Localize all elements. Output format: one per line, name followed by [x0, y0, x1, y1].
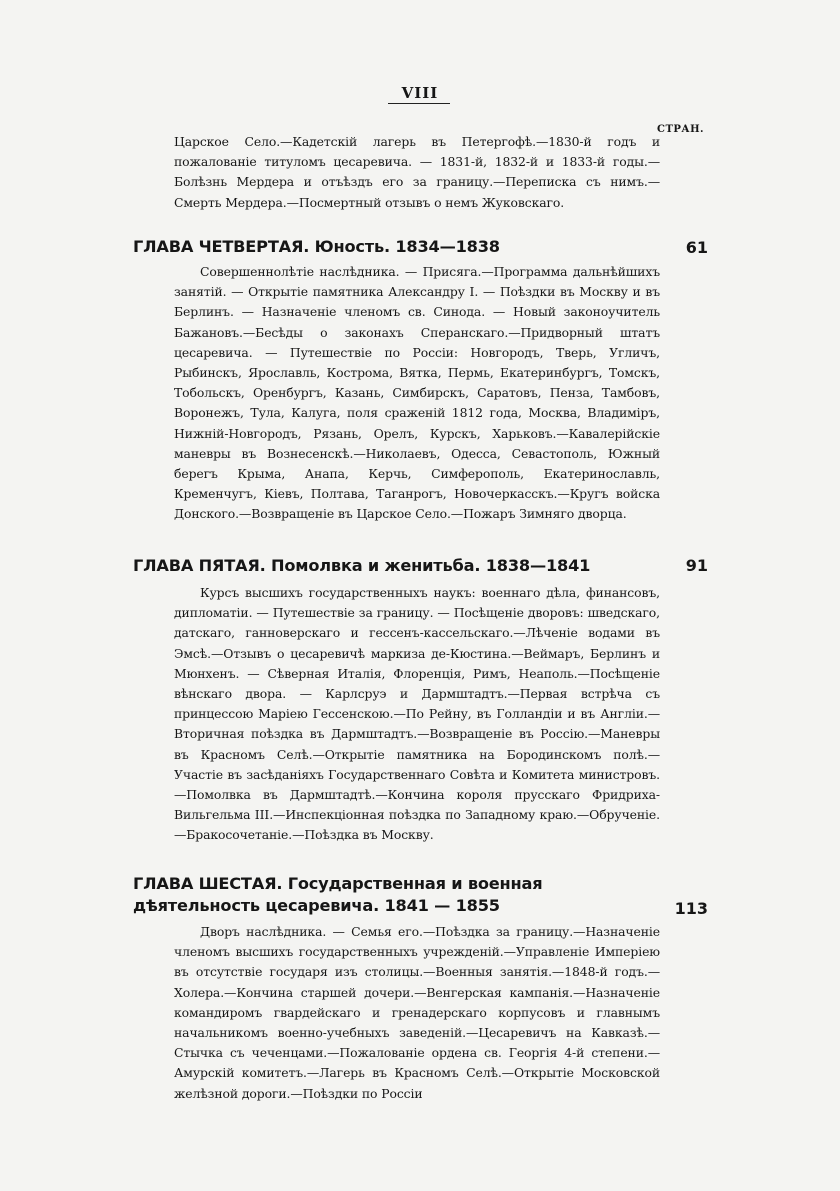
chapter-title: Государственная и военная дѣятельность цесаревича. 1841 — 1855: [133, 874, 543, 915]
chapter-summary: Курсъ высшихъ государственныхъ наукъ: военнаго дѣла, финансовъ, дипломатіи. — Путешествіе за границу. — Посѣщеніе дворовъ: шведскаго, датскаго, ганноверскаго и гессенъ-кассельскаго.—Лѣченіе водами въ Эмсѣ.—Отзывъ о цесаревичѣ маркиза де-Кюстина.—Веймаръ, Берлинъ и Мюнхенъ. — Сѣверная Италія, Флоренція, Римъ, Неаполь.—Посѣщеніе вѣнскаго двора. — Карлсруэ и Дармштадтъ.—Первая встрѣча съ принцессою Маріею Гессенскою.—По Рейну, въ Голландіи и въ Англіи.—Вторичная поѣздка въ Дармштадтъ.—Возвращеніе въ Россію.—Маневры въ Красномъ Селѣ.—Открытіе памятника на Бородинскомъ полѣ.—Участіе въ засѣданіяхъ Государственнаго Совѣта и Комитета министровъ.—Помолвка въ Дармштадтѣ.—Кончина короля прусскаго Фридриха-Вильгельма III.—Инспекціонная поѣздка по Западному краю.—Обрученіе.—Бракосочетаніе.—Поѣздка въ Москву.: [174, 585, 660, 843]
chapter-page-number: 113: [674, 899, 708, 918]
chapter-title: Юность. 1834—1838: [314, 237, 500, 256]
intro-paragraph: Царское Село.—Кадетскій лагерь въ Петергофѣ.—1830-й годъ и пожалованіе титуломъ цесаревича. — 1831-й, 1832-й и 1833-й годы.—Болѣзнь Мердера и отъѣздъ его за границу.—Переписка съ нимъ.—Смерть Мердера.—Посмертный отзывъ о немъ Жуковскаго.: [174, 134, 660, 210]
chapter-label: ГЛАВА ПЯТАЯ.: [133, 556, 266, 575]
chapter-page-number: 61: [685, 238, 708, 257]
page-number-rule: [388, 103, 450, 104]
chapter-summary: Совершеннолѣтіе наслѣдника. — Присяга.—Программа дальнѣйшихъ занятій. — Открытіе памятника Александру I. — Поѣздки въ Москву и въ Берлинъ. — Назначеніе членомъ св. Синода. — Новый законоучитель Бажановъ.—Бесѣды о законахъ Сперанскаго.—Придворный штатъ цесаревича. — Путешествіе по Россіи: Новгородъ, Тверь, Угличъ, Рыбинскъ, Ярославль, Кострома, Вятка, Пермь, Екатеринбургъ, Томскъ, Тобольскъ, Оренбургъ, Казань, Симбирскъ, Саратовъ, Пенза, Тамбовъ, Воронежъ, Тула, Калуга, поля сраженій 1812 года, Москва, Владиміръ, Нижній-Новгородъ, Рязань, Орелъ, Курскъ, Харьковъ.—Кавалерійскіе маневры въ Вознесенскѣ.—Николаевъ, Одесса, Севастополь, Южный берегъ Крыма, Анапа, Керчь, Симферополь, Екатеринославль, Кременчугъ, Кіевъ, Полтава, Таганрогъ, Новочеркасскъ.—Кругъ войска Донского.—Возвращеніе въ Царское Село.—Пожаръ Зимняго дворца.: [174, 264, 660, 522]
chapter-label: ГЛАВА ШЕСТАЯ.: [133, 874, 283, 893]
chapter-heading-4: [133, 236, 673, 258]
chapter-label: ГЛАВА ЧЕТВЕРТАЯ.: [133, 237, 310, 256]
chapter-title: Помолвка и женитьба. 1838—1841: [271, 556, 591, 575]
page-number: VIII: [401, 84, 439, 102]
chapter-summary: Дворъ наслѣдника. — Семья его.—Поѣздка за границу.—Назначеніе членомъ высшихъ государственныхъ учрежденій.—Управленіе Имперіею въ отсутствіе государя изъ столицы.—Военныя занятія.—1848-й годъ.—Холера.—Кончина старшей дочери.—Венгерская кампанія.—Назначеніе командиромъ гвардейскаго и гренадерскаго корпусовъ и главнымъ начальникомъ военно-учебныхъ заведеній.—Цесаревичъ на Кавказѣ.—Стычка съ чеченцами.—Пожалованіе ордена св. Георгія 4-й степени.—Амурскій комитетъ.—Лагерь въ Красномъ Селѣ.—Открытіе Московской желѣзной дороги.—Поѣздки по Россіи: [174, 924, 660, 1101]
chapter-heading-6: [133, 873, 673, 917]
page-column-label: СТРАН.: [657, 124, 704, 135]
chapter-page-number: 91: [685, 556, 708, 575]
chapter-heading-5: [133, 555, 673, 577]
